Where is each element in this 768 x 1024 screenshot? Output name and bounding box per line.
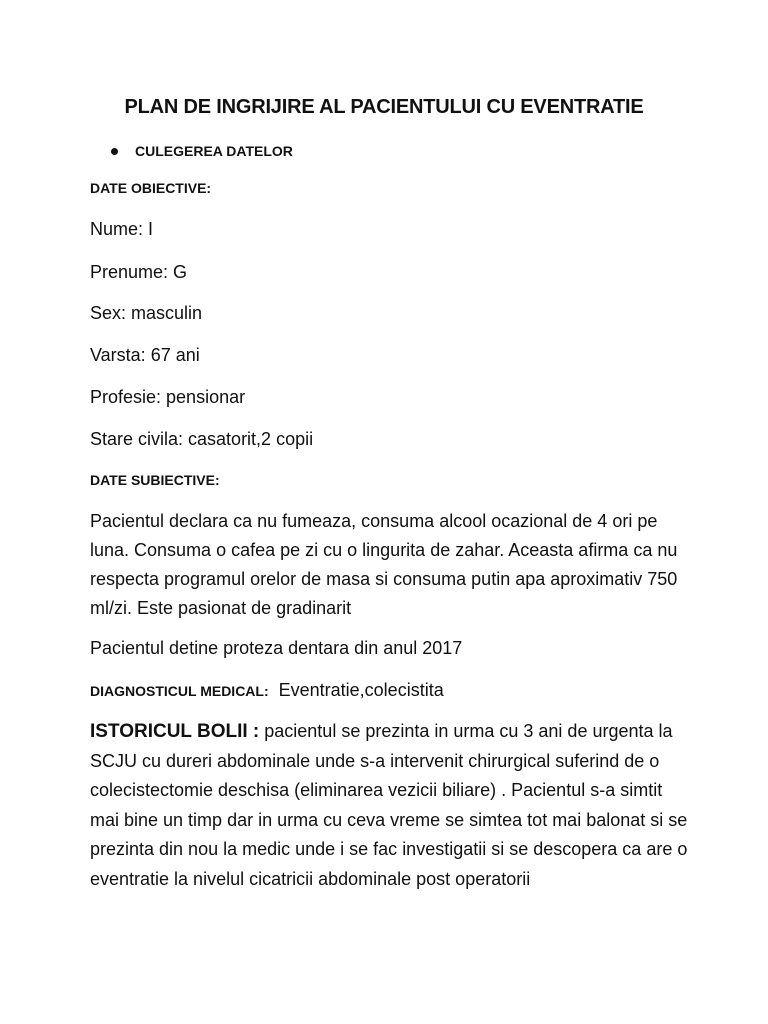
field-nume: Nume: I [90,219,154,239]
history-text: pacientul se prezinta in urma cu 3 ani de urgenta la SCJU cu dureri abdominale unde s-a intervenit chirurgical suferind de o colecistectomie deschisa (eliminarea vezicii biliare) . Pacientul s-a simtit mai bine un timp dar in urma cu ceva vreme se simtea tot mai balonat si se prezinta din nou la medic unde i se fac investigatii si se descopera ca are o eventratie la nivelul cicatricii abdominale post operatorii [90,721,688,889]
history-heading: ISTORICUL BOLII : [90,721,260,742]
field-prenume: Prenume: G [90,262,188,282]
field-profesie: Profesie: pensionar [90,387,246,407]
section-bullet-item [111,143,293,159]
section-bullet-label: CULEGEREA DATELOR [135,143,293,159]
objective-heading: DATE OBIECTIVE: [90,180,212,196]
prosthesis-line: Pacientul detine proteza dentara din anul 2017 [90,638,463,658]
field-stare-civila: Stare civila: casatorit,2 copii [90,429,314,449]
subjective-heading: DATE SUBIECTIVE: [90,472,220,488]
field-varsta: Varsta: 67 ani [90,345,200,365]
document-title: PLAN DE INGRIJIRE AL PACIENTULUI CU EVENTRATIE [124,96,644,118]
bullet-icon [111,148,118,155]
subjective-paragraph: Pacientul declara ca nu fumeaza, consuma alcool ocazional de 4 ori pe luna. Consuma o cafea pe zi cu o lingurita de zahar. Aceasta afirma ca nu respecta programul orelor de masa si consuma putin apa aproximativ 750 ml/zi. Este pasionat de gradinarit [90,511,678,618]
history-paragraph [90,717,690,894]
field-sex: Sex: masculin [90,303,203,323]
diagnosis-row [90,680,444,701]
diagnosis-label: DIAGNOSTICUL MEDICAL: [90,683,269,699]
diagnosis-value: Eventratie,colecistita [278,680,444,700]
